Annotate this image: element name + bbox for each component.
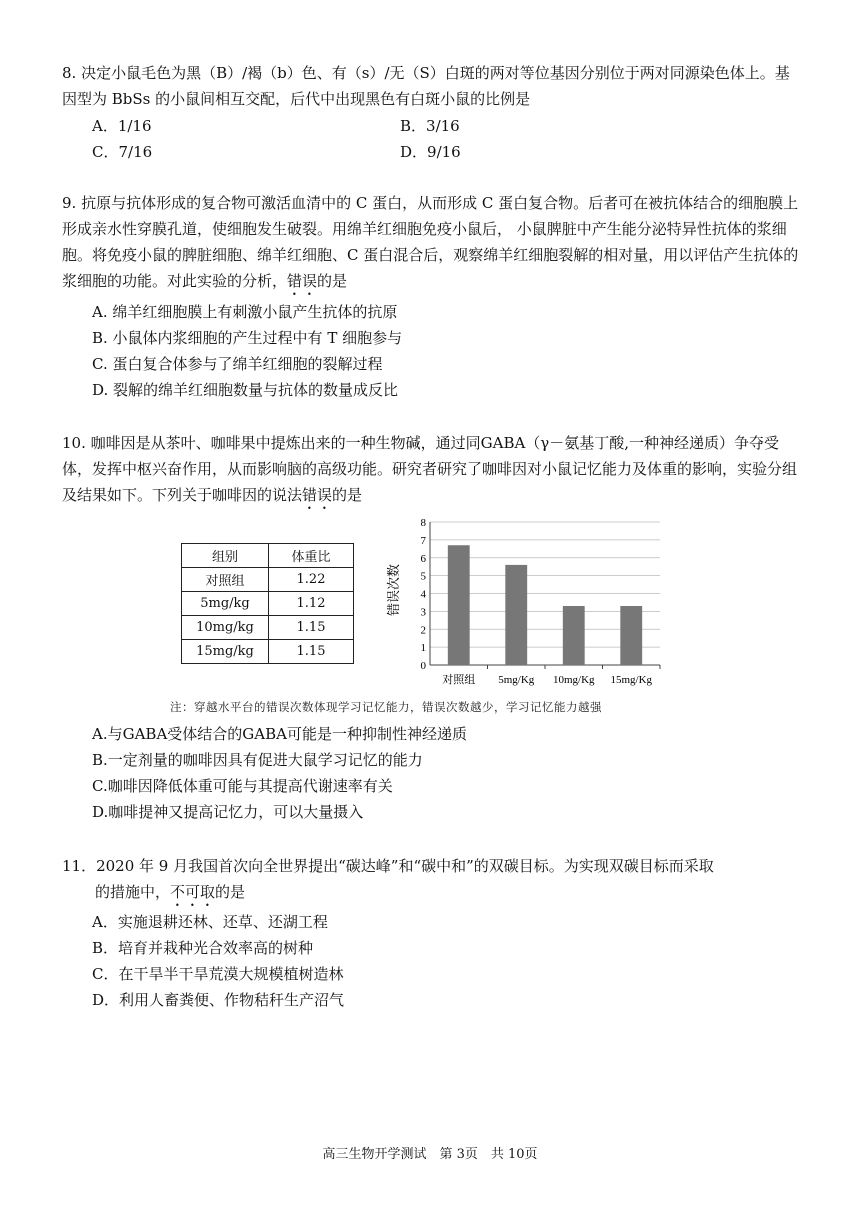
table-cell: 1.15 (269, 616, 354, 640)
table-row (182, 592, 354, 616)
y-tick-label: 5 (420, 570, 426, 583)
table-row (182, 640, 354, 664)
table-cell: 10mg/kg (182, 616, 269, 640)
question-11-stem-line2: 的措施中，不可取的是 (95, 883, 246, 901)
error-count-bar-chart (380, 510, 670, 695)
q9-option-b: B. 小鼠体内浆细胞的产生过程中有 T 细胞参与 (92, 329, 403, 347)
q10-option-c: C.咖啡因降低体重可能与其提高代谢速率有关 (92, 777, 393, 795)
q11-option-d: D．利用人畜粪便、作物秸秆生产沼气 (92, 991, 345, 1009)
chart-bar (448, 545, 470, 665)
question-9-stem: 9. 抗原与抗体形成的复合物可激活血清中的 C 蛋白，从而形成 C 蛋白复合物。后者可在被抗体结合的细胞膜上形成亲水性穿膜孔道，使细胞发生破裂。用绵羊红细胞免疫小鼠后， 小鼠脾脏中产生能分泌特异性抗体的浆细胞。将免疫小鼠的脾脏细胞、绵羊红细胞、C 蛋白混合后，观察绵羊红细胞裂解的相对量，用以评估产生抗体的浆细胞的功能。对此实验的分析，错误的是 (62, 194, 799, 290)
q10-option-b: B.一定剂量的咖啡因具有促进大鼠学习记忆的能力 (92, 751, 423, 769)
q11-option-b: B．培育并栽种光合效率高的树种 (92, 939, 314, 957)
table-cell: 15mg/kg (182, 640, 269, 664)
q9-emphasis: 错误 (287, 272, 318, 290)
table-cell: 1.22 (269, 568, 354, 592)
chart-note: 注：穿越水平台的错误次数体现学习记忆能力，错误次数越少，学习记忆能力越强 (170, 700, 602, 714)
chart-y-ticks (421, 517, 427, 672)
table-cell: 5mg/kg (182, 592, 269, 616)
x-tick-label: 对照组 (442, 674, 476, 686)
q8-option-a: A．1/16 (92, 117, 152, 135)
q11-option-a: A．实施退耕还林、还草、还湖工程 (92, 913, 328, 931)
chart-x-ticks (442, 665, 660, 686)
question-8-stem: 8. 决定小鼠毛色为黑（B）/褐（b）色、有（s）/无（S）白斑的两对等位基因分别位于两对同源染色体上。基因型为 BbSs 的小鼠间相互交配，后代中出现黑色有白斑小鼠的比例是 (62, 64, 790, 108)
y-tick-label: 6 (420, 552, 426, 565)
q10-emphasis: 错误 (302, 486, 333, 504)
table-cell: 对照组 (182, 568, 269, 592)
page-footer: 高三生物开学测试 第 3页 共 10页 (322, 1147, 538, 1162)
chart-bar (620, 606, 642, 665)
y-tick-label: 4 (420, 588, 426, 601)
y-tick-label: 2 (420, 624, 426, 637)
q8-option-d: D．9/16 (400, 143, 461, 161)
table-cell: 1.12 (269, 592, 354, 616)
q9-option-a: A. 绵羊红细胞膜上有刺激小鼠产生抗体的抗原 (92, 303, 398, 321)
chart-bar (505, 565, 527, 665)
q8-option-b: B．3/16 (400, 117, 460, 135)
q11-emphasis: 不可取 (170, 883, 216, 901)
table-header-row (182, 544, 354, 568)
y-tick-label: 0 (420, 660, 426, 672)
weight-ratio-table (181, 543, 354, 664)
table-row (182, 568, 354, 592)
q9-option-d: D. 裂解的绵羊红细胞数量与抗体的数量成反比 (92, 381, 399, 399)
question-11-stem: 11．2020 年 9 月我国首次向全世界提出“碳达峰”和“碳中和”的双碳目标。为实现双碳目标而采取 (62, 857, 714, 875)
y-tick-label: 8 (420, 517, 426, 529)
question-10-stem: 10. 咖啡因是从茶叶、咖啡果中提炼出来的一种生物碱，通过同GABA（γ－氨基丁酸,一种神经递质）争夺受体，发挥中枢兴奋作用，从而影响脑的高级功能。研究者研究了咖啡因对小鼠记忆能力及体重的影响，实验分组及结果如下。下列关于咖啡因的说法错误的是 (62, 434, 798, 504)
x-tick-label: 15mg/Kg (610, 674, 653, 686)
table-header: 体重比 (269, 544, 354, 568)
y-tick-label: 7 (420, 534, 426, 547)
q10-option-d: D.咖啡提神又提高记忆力，可以大量摄入 (92, 803, 364, 821)
table-row (182, 616, 354, 640)
chart-bar (563, 606, 585, 665)
q10-option-a: A.与GABA受体结合的GABA可能是一种抑制性神经递质 (92, 725, 467, 743)
x-tick-label: 10mg/Kg (552, 674, 595, 686)
table-header: 组别 (182, 544, 269, 568)
x-tick-label: 5mg/Kg (498, 674, 535, 686)
chart-y-axis-label: 错误次数 (386, 563, 401, 617)
table-cell: 1.15 (269, 640, 354, 664)
q8-option-c: C．7/16 (92, 143, 153, 161)
q11-option-c: C．在干旱半干旱荒漠大规模植树造林 (92, 965, 344, 983)
q9-option-c: C. 蛋白复合体参与了绵羊红细胞的裂解过程 (92, 355, 383, 373)
y-tick-label: 3 (420, 606, 426, 619)
y-tick-label: 1 (420, 642, 426, 655)
